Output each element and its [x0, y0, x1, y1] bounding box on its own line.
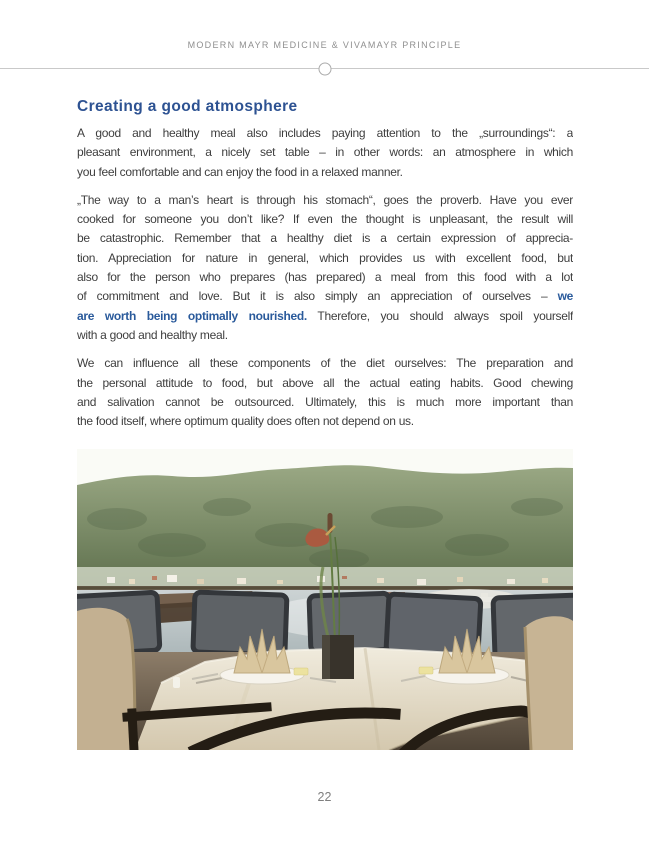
text-line: are worth being optimally nourished. Therefore, you should always spoil yourself [77, 308, 573, 323]
text-line: We can influence all these components of the diet ourselves: The preparation and [77, 356, 573, 371]
text-line: tion. Appreciation for nature in general, which provides us with excellent food, but [77, 250, 573, 265]
text-line: also for the person who prepares (has prepared) a meal from this food with a lot [77, 270, 573, 285]
body-paragraph [77, 354, 573, 431]
text-line: be catastrophic. Remember that a healthy diet is a certain expression of apprecia- [77, 231, 573, 246]
terrace-photo [77, 449, 573, 750]
terrace-photo-illustration [77, 449, 573, 750]
text-line: you feel comfortable and can enjoy the food in a relaxed manner. [77, 164, 403, 179]
photo-hills [77, 466, 573, 590]
emphasis-text: are worth being optimally nourished. [77, 308, 307, 323]
text-line: with a good and healthy meal. [77, 327, 228, 342]
text-line: A good and healthy meal also includes paying attention to the „surroundings“: a [77, 126, 573, 140]
body-paragraph [77, 124, 573, 182]
text-line: of commitment and love. But it is also simply an appreciation of ourselves – we [77, 289, 573, 304]
page-content [77, 97, 573, 750]
text-line: pleasant environment, a nicely set table – in other words: an atmosphere in which [77, 145, 573, 160]
photo-railing [77, 586, 573, 590]
page-number: 22 [317, 790, 332, 804]
running-header: MODERN MAYR MEDICINE & VIVAMAYR PRINCIPLE [187, 40, 462, 50]
text-line: cooked for someone you don’t like? If even the thought is unpleasant, the result will [77, 212, 573, 227]
text-line: the personal attitude to food, but above all the actual eating habits. Good chewing [77, 375, 573, 390]
header-divider [0, 68, 649, 69]
photo-foreground-chair-left [77, 608, 135, 750]
photo-jug [173, 677, 180, 688]
body-paragraph [77, 191, 573, 345]
section-heading: Creating a good atmosphere [77, 98, 298, 115]
divider-circle-ornament [318, 62, 331, 75]
text-line: „The way to a man’s heart is through his stomach“, goes the proverb. Have you ever [77, 192, 573, 207]
text-line: the food itself, where optimum quality does often not depend on us. [77, 414, 414, 429]
text-line: and salivation cannot be outsourced. Ultimately, this is much more important than [77, 394, 573, 409]
emphasis-text: we [557, 289, 573, 304]
photo-foreground-chair-right [525, 617, 573, 751]
paragraphs [77, 124, 573, 431]
